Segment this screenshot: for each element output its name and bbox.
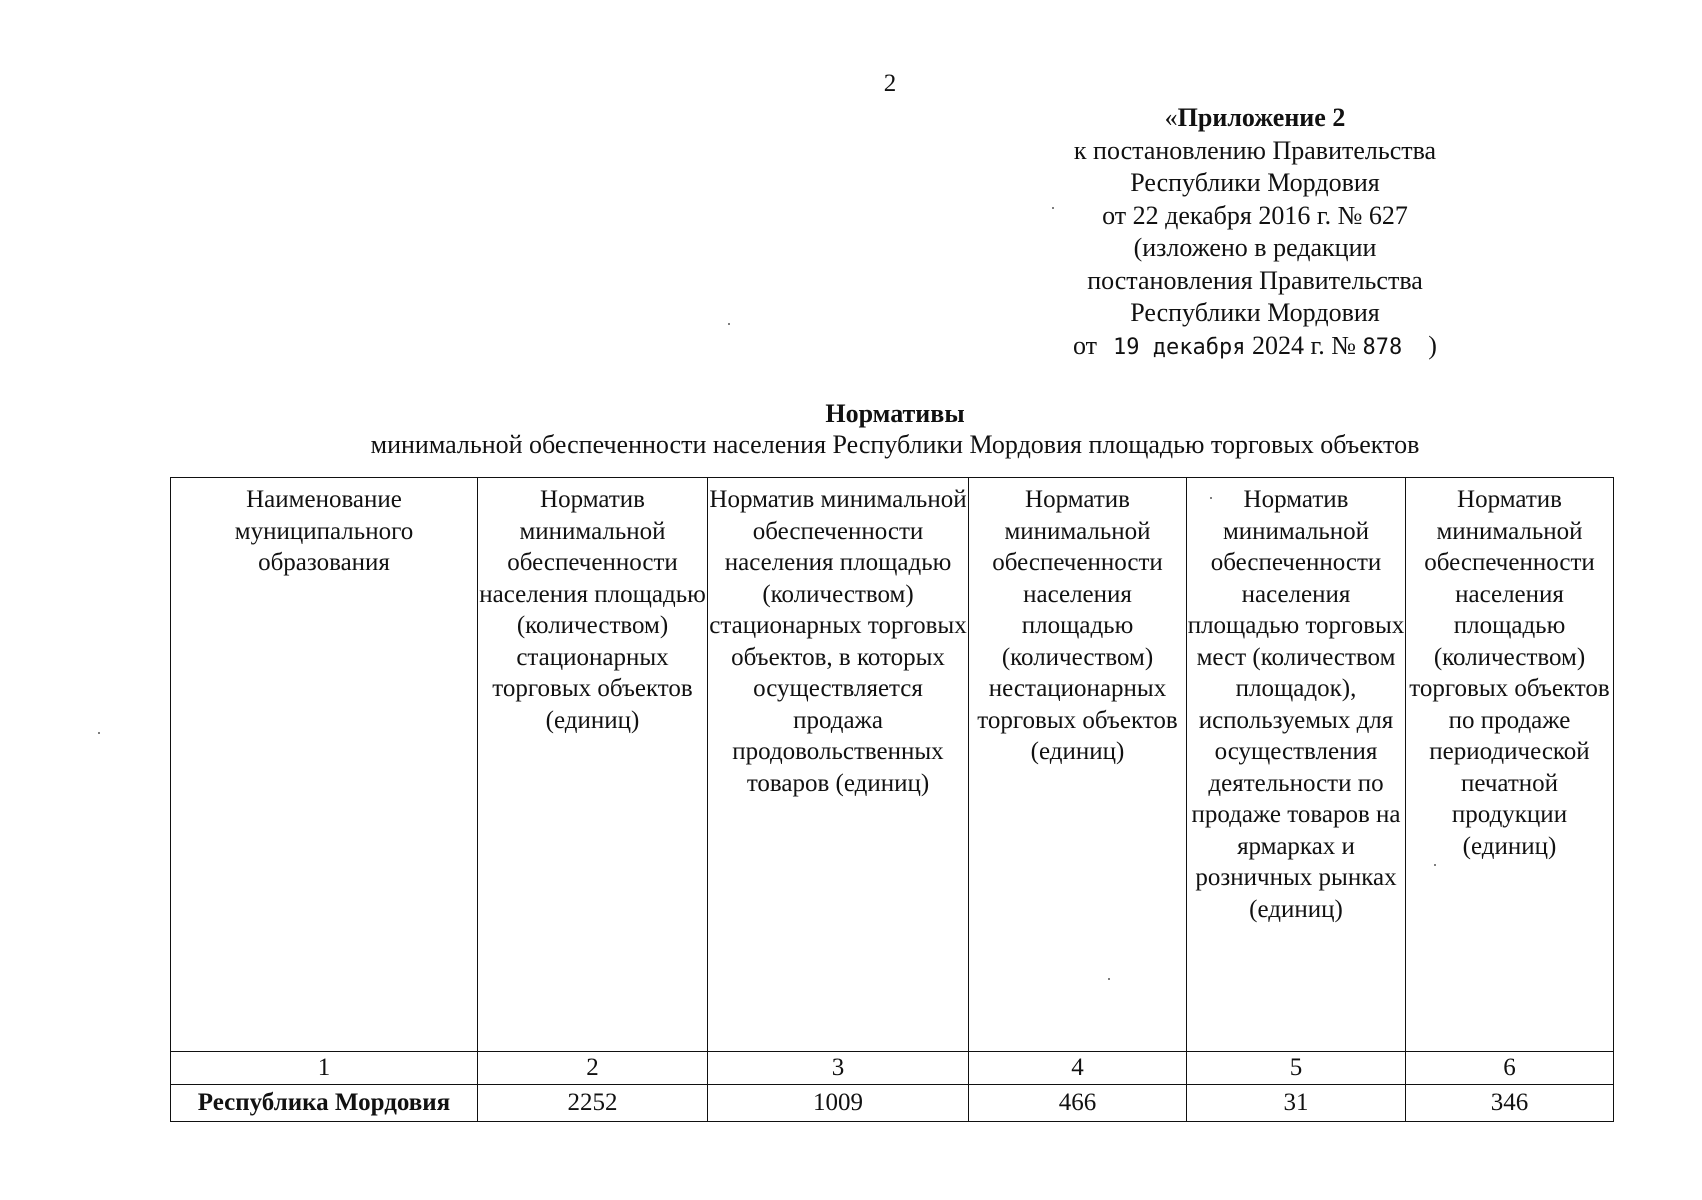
appendix-line-7-prefix: от xyxy=(1073,330,1098,360)
value-stationary-objects: 2252 xyxy=(478,1085,708,1122)
document-heading: Нормативы xyxy=(825,399,965,428)
scan-speck xyxy=(1108,978,1110,980)
header-food-objects: Норматив минимальной обеспеченности населения площадью (количеством) стационарных торговых объектов, в которых осуществляется продажа продовольственных товаров (единиц) xyxy=(708,478,969,1052)
scan-speck xyxy=(98,732,100,734)
value-market-places: 31 xyxy=(1187,1085,1406,1122)
appendix-line-6: Республики Мордовия xyxy=(1130,298,1380,327)
value-food-objects: 1009 xyxy=(708,1085,969,1122)
appendix-line-7-date: 19 декабря xyxy=(1113,334,1246,360)
scan-speck xyxy=(1052,207,1054,209)
norms-table xyxy=(170,477,1614,1122)
header-stationary-objects: Норматив минимальной обеспеченности населения площадью (количеством) стационарных торговых объектов (единиц) xyxy=(478,478,708,1052)
appendix-title xyxy=(1030,102,1480,135)
document-title xyxy=(170,398,1620,460)
column-number: 5 xyxy=(1187,1052,1406,1085)
appendix-line-2: Республики Мордовия xyxy=(1130,168,1380,197)
scan-speck xyxy=(728,323,730,325)
appendix-line-7-suffix: ) xyxy=(1428,330,1437,360)
scan-speck xyxy=(1434,864,1436,866)
table-header-row xyxy=(171,478,1614,1052)
appendix-line-7 xyxy=(1030,330,1480,365)
page-number: 2 xyxy=(883,70,897,97)
region-name: Республика Мордовия xyxy=(171,1085,478,1122)
appendix-line-4: (изложено в редакции xyxy=(1133,233,1377,262)
appendix-quote: « xyxy=(1164,103,1178,132)
header-nonstationary-objects: Норматив минимальной обеспеченности населения площадью (количеством) нестационарных торговых объектов (единиц) xyxy=(969,478,1187,1052)
column-number: 1 xyxy=(171,1052,478,1085)
column-number: 4 xyxy=(969,1052,1187,1085)
header-municipality: Наименование муниципального образования xyxy=(171,478,478,1052)
header-market-places: Норматив минимальной обеспеченности населения площадью торговых мест (количеством площадок), используемых для осуществления деятельности по продаже товаров на ярмарках и розничных рынках (единиц) xyxy=(1187,478,1406,1052)
appendix-line-3: от 22 декабря 2016 г. № 627 xyxy=(1102,200,1408,230)
appendix-header xyxy=(1030,102,1480,364)
column-number: 3 xyxy=(708,1052,969,1085)
column-number-row xyxy=(171,1052,1614,1085)
appendix-line-1: к постановлению Правительства xyxy=(1073,135,1437,165)
value-press-objects: 346 xyxy=(1406,1085,1614,1122)
column-number: 6 xyxy=(1406,1052,1614,1085)
appendix-title-text: Приложение 2 xyxy=(1177,103,1346,132)
appendix-line-5: постановления Правительства xyxy=(1087,265,1423,295)
value-nonstationary-objects: 466 xyxy=(969,1085,1187,1122)
scan-speck xyxy=(1210,497,1212,499)
appendix-line-7-number: 878 xyxy=(1362,334,1403,360)
document-subheading: минимальной обеспеченности населения Республики Мордовия площадью торговых объектов xyxy=(370,430,1420,459)
appendix-line-7-year: 2024 г. № xyxy=(1252,330,1357,360)
header-press-objects: Норматив минимальной обеспеченности населения площадью (количеством) торговых объектов по продаже периодической печатной продукции (единиц) xyxy=(1406,478,1614,1052)
table-row xyxy=(171,1085,1614,1122)
column-number: 2 xyxy=(478,1052,708,1085)
